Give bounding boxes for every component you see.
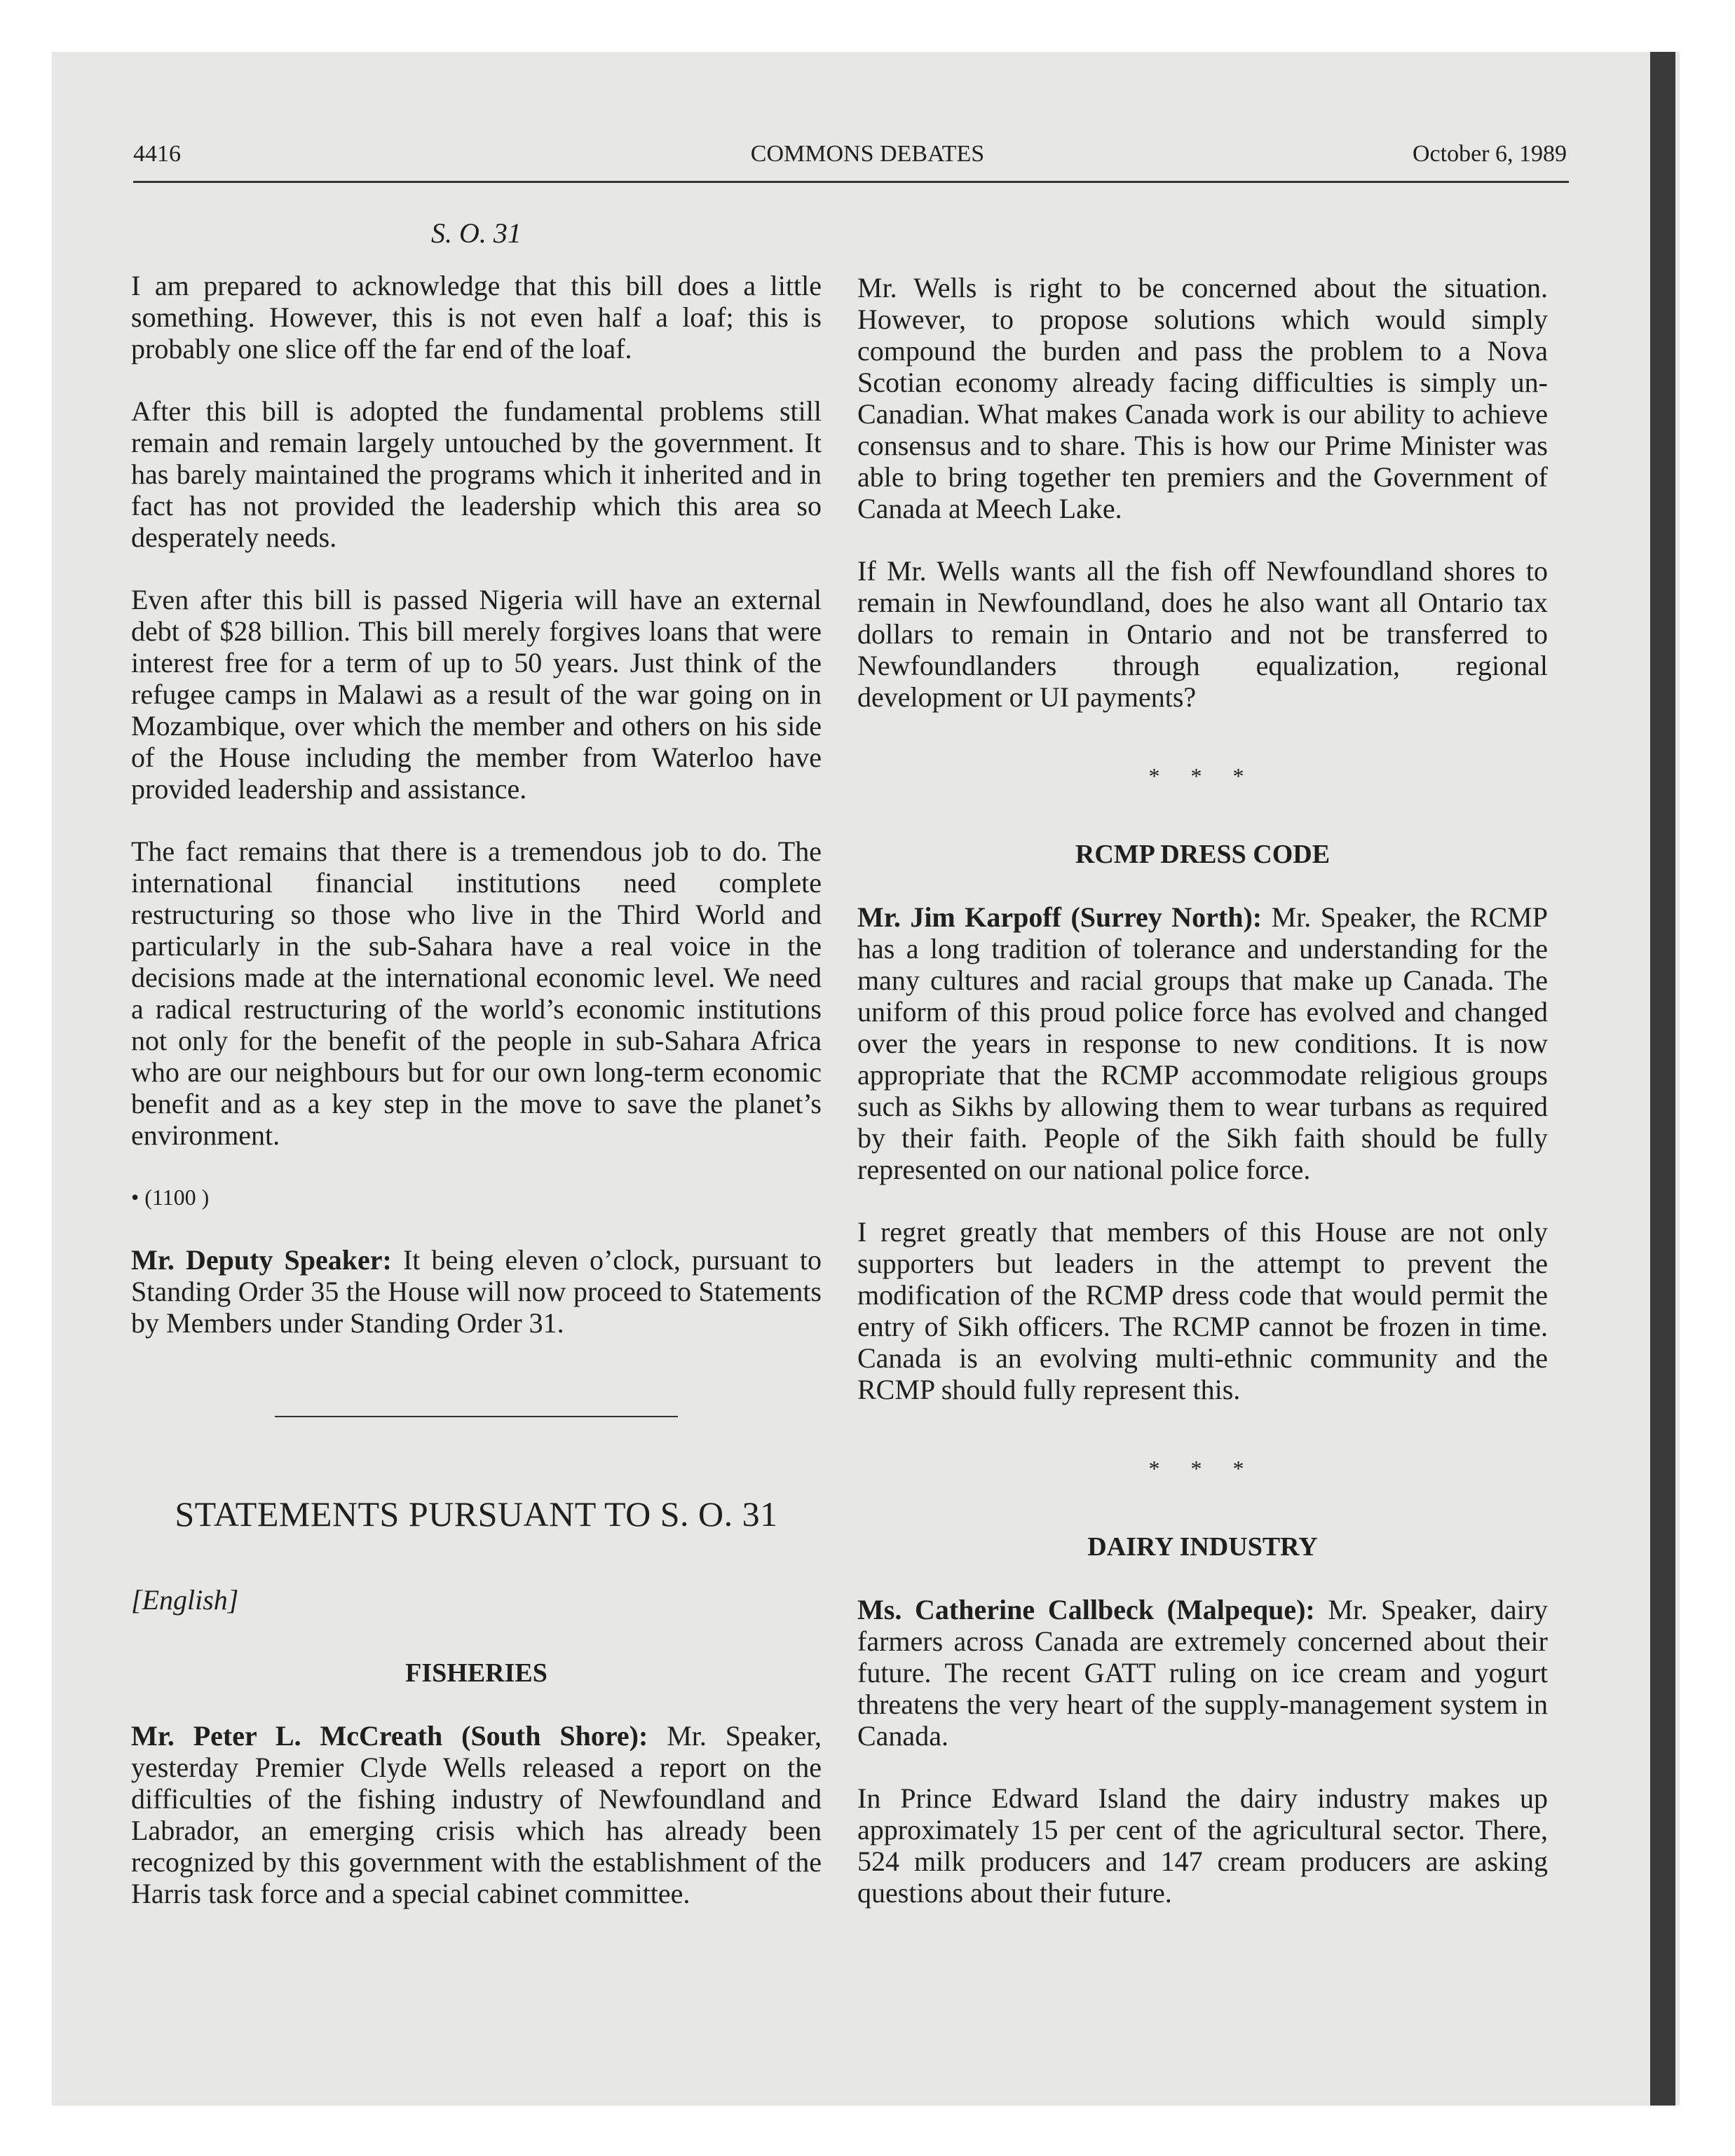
separator-stars: * * * xyxy=(1148,763,1257,789)
dairy-heading: DAIRY INDUSTRY xyxy=(1087,1532,1318,1562)
speaker-name: Mr. Peter L. McCreath (South Shore): xyxy=(131,1720,648,1752)
fisheries-statement xyxy=(131,1720,822,1909)
paragraph: If Mr. Wells wants all the fish off Newfoundland shores to remain in Newfoundland, does he also want all Ontario tax dollars to remain in Ontario and not be transferred to Newfoundlanders through equalization, regional development or UI payments? xyxy=(857,555,1548,713)
page-date: October 6, 1989 xyxy=(1412,141,1567,167)
language-marker: [English] xyxy=(131,1584,239,1616)
paragraph: After this bill is adopted the fundamental problems still remain and remain largely untouched by the government. It has barely maintained the programs which it inherited and in fact has not provided the leadership which this area so desperately needs. xyxy=(131,395,822,553)
timestamp: • (1100 ) xyxy=(131,1185,210,1210)
left-column xyxy=(131,217,822,1909)
header-rule xyxy=(133,181,1569,183)
speaker-name: Ms. Catherine Callbeck (Malpeque): xyxy=(857,1594,1315,1625)
page-number: 4416 xyxy=(133,141,181,167)
speaker-name: Mr. Deputy Speaker: xyxy=(131,1244,392,1276)
scan-edge-shadow xyxy=(1650,52,1675,2106)
statements-heading: STATEMENTS PURSUANT TO S. O. 31 xyxy=(175,1494,778,1534)
rcmp-heading: RCMP DRESS CODE xyxy=(1075,840,1331,869)
rcmp-statement xyxy=(857,901,1548,1185)
section-divider xyxy=(275,1416,678,1417)
paragraph: The fact remains that there is a tremendous job to do. The international financial institutions need complete restructuring so those who live in the Third World and particularly in the sub-Sahara have a real voice in the decisions made at the international economic level. We need a radical restructuring of the world’s economic institutions not only for the benefit of the people in sub-Sahara Africa who are our neighbours but for our own long-term economic benefit and as a key step in the move to save the planet’s environment. xyxy=(131,835,822,1151)
paragraph: In Prince Edward Island the dairy industry makes up approximately 15 per cent of the agricultural sector. There, 524 milk producers and 147 cream producers are asking questions about their future. xyxy=(857,1782,1548,1909)
publication-title: COMMONS DEBATES xyxy=(750,141,985,167)
deputy-speaker-statement xyxy=(131,1244,822,1339)
speech-text: It being eleven o’clock, pursuant to Standing Order 35 the House will now proceed to Statements by Members under Standing Order 31. xyxy=(131,1244,822,1339)
fisheries-heading: FISHERIES xyxy=(405,1658,547,1688)
speech-text: Mr. Speaker, dairy farmers across Canada are extremely concerned about their future. The recent GATT ruling on ice cream and yogurt threatens the very heart of the supply-management system in Canada. xyxy=(857,1594,1548,1752)
paragraph: Mr. Wells is right to be concerned about the situation. However, to propose solutions which would simply compound the burden and pass the problem to a Nova Scotian economy already facing difficulties is simply un-Canadian. What makes Canada work is our ability to achieve consensus and to share. This is how our Prime Minister was able to bring together ten premiers and the Government of Canada at Meech Lake. xyxy=(857,272,1548,524)
dairy-statement xyxy=(857,1594,1548,1752)
speech-text: Mr. Speaker, yesterday Premier Clyde Wells released a report on the difficulties of the fishing industry of Newfoundland and Labrador, an emerging crisis which has already been recognized by this government with the establishment of the Harris task force and a special cabinet committee. xyxy=(131,1720,822,1909)
speech-text: Mr. Speaker, the RCMP has a long tradition of tolerance and understanding for the many cultures and racial groups that make up Canada. The uniform of this proud police force has evolved and changed over the years in response to new conditions. It is now appropriate that the RCMP accommodate religious groups such as Sikhs by allowing them to wear turbans as required by their faith. People of the Sikh faith should be fully represented on our national police force. xyxy=(857,901,1548,1185)
section-marker: S. O. 31 xyxy=(431,217,522,249)
separator-stars: * * * xyxy=(1148,1456,1257,1481)
paragraph: Even after this bill is passed Nigeria will have an external debt of $28 billion. This bill merely forgives loans that were interest free for a term of up to 50 years. Just think of the refugee camps in Malawi as a result of the war going on in Mozambique, over which the member and others on his side of the House including the member from Waterloo have provided leadership and assistance. xyxy=(131,584,822,805)
paragraph: I regret greatly that members of this House are not only supporters but leaders in the attempt to prevent the modification of the RCMP dress code that would permit the entry of Sikh officers. The RCMP cannot be frozen in time. Canada is an evolving multi-ethnic community and the RCMP should fully represent this. xyxy=(857,1216,1548,1405)
paragraph: I am prepared to acknowledge that this bill does a little something. However, this is not even half a loaf; this is probably one slice off the far end of the loaf. xyxy=(131,270,822,364)
speaker-name: Mr. Jim Karpoff (Surrey North): xyxy=(857,901,1263,933)
right-column xyxy=(857,272,1548,1909)
